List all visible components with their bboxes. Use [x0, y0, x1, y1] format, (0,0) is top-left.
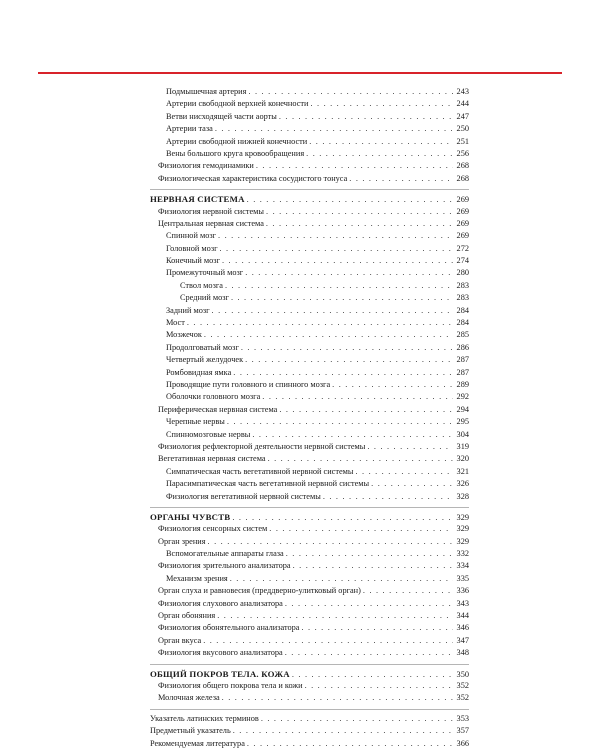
toc-page-number: 336 — [456, 586, 469, 596]
table-of-contents — [150, 86, 469, 750]
toc-entry[interactable] — [150, 647, 469, 659]
dot-leader — [285, 598, 453, 610]
toc-entry-title: Артерии свободной нижней конечности — [166, 136, 308, 146]
dot-leader — [247, 738, 453, 750]
dot-leader — [215, 123, 453, 135]
toc-entry[interactable] — [150, 111, 469, 123]
toc-entry-title: Физиология сенсорных систем — [158, 524, 268, 534]
toc-section-heading[interactable] — [150, 193, 469, 205]
toc-entry[interactable] — [150, 404, 469, 416]
toc-entry-title: Артерии таза — [166, 124, 213, 134]
toc-entry-title: Физиология вкусового анализатора — [158, 648, 283, 658]
toc-entry-title: ОРГАНЫ ЧУВСТВ — [150, 511, 231, 522]
dot-leader — [187, 317, 453, 329]
toc-entry[interactable] — [150, 367, 469, 379]
toc-page-number: 287 — [456, 367, 469, 377]
toc-entry-title: Вегетативная нервная система — [158, 454, 266, 464]
toc-page-number: 328 — [456, 491, 469, 501]
toc-page-number: 280 — [456, 268, 469, 278]
toc-page-number: 326 — [456, 479, 469, 489]
toc-entry[interactable] — [150, 317, 469, 329]
toc-entry[interactable] — [150, 713, 469, 725]
toc-page-number: 352 — [456, 680, 469, 690]
toc-entry[interactable] — [150, 548, 469, 560]
toc-entry[interactable] — [150, 292, 469, 304]
toc-entry[interactable] — [150, 585, 469, 597]
toc-entry-title: Указатель латинских терминов — [150, 713, 259, 723]
toc-entry[interactable] — [150, 243, 469, 255]
toc-page-number: 268 — [456, 173, 469, 183]
toc-entry[interactable] — [150, 635, 469, 647]
toc-page-number: 268 — [456, 161, 469, 171]
toc-entry[interactable] — [150, 725, 469, 737]
toc-entry-title: Вспомогательные аппараты глаза — [166, 549, 284, 559]
toc-entry-title: Продолговатый мозг — [166, 342, 239, 352]
toc-entry[interactable] — [150, 560, 469, 572]
dot-leader — [302, 622, 454, 634]
toc-entry[interactable] — [150, 680, 469, 692]
section-divider — [150, 507, 469, 508]
toc-page-number: 251 — [456, 136, 469, 146]
section-divider — [150, 709, 469, 710]
dot-leader — [279, 404, 453, 416]
toc-page-number: 343 — [456, 598, 469, 608]
toc-entry-title: Ствол мозга — [180, 280, 223, 290]
dot-leader — [305, 680, 453, 692]
dot-leader — [217, 610, 453, 622]
toc-entry[interactable] — [150, 391, 469, 403]
toc-entry[interactable] — [150, 491, 469, 503]
toc-page-number: 329 — [456, 524, 469, 534]
dot-leader — [279, 111, 453, 123]
toc-entry-title: Орган слуха и равновесия (преддверно-улитковый орган) — [158, 586, 361, 596]
toc-entry-title: Физиология обонятельного анализатора — [158, 623, 300, 633]
toc-entry-title: Оболочки головного мозга — [166, 392, 261, 402]
dot-leader — [218, 230, 453, 242]
toc-page-number: 286 — [456, 342, 469, 352]
dot-leader — [230, 573, 453, 585]
toc-entry[interactable] — [150, 329, 469, 341]
toc-entry[interactable] — [150, 523, 469, 535]
dot-leader — [355, 466, 453, 478]
toc-entry-title: Физиология слухового анализатора — [158, 598, 283, 608]
toc-entry[interactable] — [150, 441, 469, 453]
toc-section-heading[interactable] — [150, 511, 469, 523]
toc-entry[interactable] — [150, 379, 469, 391]
toc-entry[interactable] — [150, 622, 469, 634]
toc-page-number: 304 — [456, 429, 469, 439]
toc-entry-title: Центральная нервная система — [158, 218, 264, 228]
toc-entry[interactable] — [150, 123, 469, 135]
dot-leader — [309, 136, 453, 148]
toc-page-number: 256 — [456, 148, 469, 158]
toc-entry-title: Ветви нисходящей части аорты — [166, 111, 277, 121]
dot-leader — [233, 367, 453, 379]
toc-entry[interactable] — [150, 536, 469, 548]
toc-entry[interactable] — [150, 305, 469, 317]
dot-leader — [371, 478, 453, 490]
dot-leader — [269, 523, 453, 535]
toc-entry-title: Задний мозг — [166, 305, 210, 315]
toc-page-number: 332 — [456, 549, 469, 559]
toc-entry[interactable] — [150, 206, 469, 218]
dot-leader — [227, 416, 453, 428]
dot-leader — [268, 453, 453, 465]
toc-entry[interactable] — [150, 267, 469, 279]
dot-leader — [222, 255, 453, 267]
dot-leader — [293, 560, 453, 572]
toc-page-number: 352 — [456, 693, 469, 703]
dot-leader — [212, 305, 453, 317]
toc-entry-title: Вены большого круга кровообращения — [166, 148, 305, 158]
toc-entry-title: ОБЩИЙ ПОКРОВ ТЕЛА. КОЖА — [150, 668, 290, 679]
toc-page-number: 283 — [456, 293, 469, 303]
toc-page-number: 335 — [456, 573, 469, 583]
toc-page-number: 287 — [456, 355, 469, 365]
dot-leader — [349, 173, 453, 185]
toc-entry-title: НЕРВНАЯ СИСТЕМА — [150, 194, 245, 205]
toc-entry[interactable] — [150, 610, 469, 622]
dot-leader — [231, 292, 453, 304]
toc-page-number: 283 — [456, 280, 469, 290]
toc-page-number: 284 — [456, 305, 469, 315]
dot-leader — [367, 441, 453, 453]
toc-entry[interactable] — [150, 136, 469, 148]
dot-leader — [222, 692, 453, 704]
toc-entry-title: Орган обоняния — [158, 611, 216, 621]
toc-page-number: 269 — [456, 218, 469, 228]
dot-leader — [266, 206, 453, 218]
toc-page-number: 284 — [456, 318, 469, 328]
toc-entry-title: Физиология гемодинамики — [158, 161, 254, 171]
toc-entry-title: Периферическая нервная система — [158, 404, 278, 414]
toc-entry-title: Спинномозговые нервы — [166, 429, 251, 439]
toc-entry[interactable] — [150, 429, 469, 441]
toc-entry-title: Черепные нервы — [166, 417, 225, 427]
toc-entry-title: Физиология вегетативной нервной системы — [166, 491, 321, 501]
dot-leader — [256, 160, 453, 172]
toc-page-number: 329 — [456, 536, 469, 546]
toc-page-number: 320 — [456, 454, 469, 464]
toc-entry[interactable] — [150, 98, 469, 110]
toc-entry[interactable] — [150, 573, 469, 585]
toc-entry-title: Мост — [166, 318, 185, 328]
toc-entry-title: Рекомендуемая литература — [150, 738, 245, 748]
toc-page-number: 292 — [456, 392, 469, 402]
toc-entry-title: Средний мозг — [180, 293, 229, 303]
toc-entry-title: Симпатическая часть вегетативной нервной системы — [166, 466, 354, 476]
dot-leader — [266, 218, 453, 230]
dot-leader — [332, 379, 453, 391]
toc-entry-title: Промежуточный мозг — [166, 268, 244, 278]
toc-page-number: 269 — [456, 231, 469, 241]
toc-page-number: 344 — [456, 611, 469, 621]
toc-entry-title: Орган зрения — [158, 536, 206, 546]
section-divider — [150, 189, 469, 190]
dot-leader — [204, 329, 453, 341]
section-divider — [150, 664, 469, 665]
toc-page-number: 319 — [456, 441, 469, 451]
toc-page-number: 289 — [456, 379, 469, 389]
dot-leader — [233, 725, 453, 737]
toc-entry-title: Конечный мозг — [166, 256, 220, 266]
toc-entry[interactable] — [150, 218, 469, 230]
dot-leader — [310, 98, 453, 110]
toc-entry[interactable] — [150, 86, 469, 98]
toc-page-number: 247 — [456, 111, 469, 121]
toc-entry-title: Четвертый желудочек — [166, 355, 244, 365]
toc-entry[interactable] — [150, 466, 469, 478]
toc-entry[interactable] — [150, 280, 469, 292]
dot-leader — [323, 491, 453, 503]
toc-page-number: 350 — [456, 669, 469, 679]
toc-entry-title: Парасимпатическая часть вегетативной нервной системы — [166, 479, 370, 489]
toc-entry[interactable] — [150, 160, 469, 172]
toc-page-number: 329 — [456, 512, 469, 522]
toc-page-number: 274 — [456, 256, 469, 266]
toc-entry[interactable] — [150, 738, 469, 750]
toc-entry-title: Головной мозг — [166, 243, 218, 253]
toc-entry-title: Спинной мозг — [166, 231, 217, 241]
toc-entry[interactable] — [150, 342, 469, 354]
toc-entry-title: Механизм зрения — [166, 573, 228, 583]
toc-entry-title: Молочная железа — [158, 693, 220, 703]
toc-page-number: 269 — [456, 195, 469, 205]
dot-leader — [286, 548, 453, 560]
toc-entry-title: Физиология нервной системы — [158, 206, 265, 216]
toc-page-number: 285 — [456, 330, 469, 340]
toc-entry-title: Физиология рефлекторной деятельности нервной системы — [158, 441, 366, 451]
toc-entry-title: Предметный указатель — [150, 726, 231, 736]
dot-leader — [248, 86, 453, 98]
toc-entry-title: Мозжечок — [166, 330, 202, 340]
toc-page-number: 244 — [456, 99, 469, 109]
toc-entry[interactable] — [150, 416, 469, 428]
dot-leader — [262, 391, 453, 403]
toc-page-number: 250 — [456, 124, 469, 134]
toc-entry[interactable] — [150, 148, 469, 160]
toc-entry-title: Проводящие пути головного и спинного мозга — [166, 379, 331, 389]
toc-entry[interactable] — [150, 255, 469, 267]
dot-leader — [285, 647, 453, 659]
toc-section-heading[interactable] — [150, 668, 469, 680]
toc-entry[interactable] — [150, 230, 469, 242]
dot-leader — [203, 635, 453, 647]
toc-page-number: 334 — [456, 561, 469, 571]
toc-entry-title: Ромбовидная ямка — [166, 367, 232, 377]
dot-leader — [225, 280, 453, 292]
toc-entry[interactable] — [150, 692, 469, 704]
toc-page-number: 346 — [456, 623, 469, 633]
toc-page-number: 294 — [456, 404, 469, 414]
dot-leader — [306, 148, 453, 160]
toc-entry-title: Физиология общего покрова тела и кожи — [158, 680, 303, 690]
toc-entry-title: Физиологическая характеристика сосудистого тонуса — [158, 173, 348, 183]
toc-entry-title: Подмышечная артерия — [166, 87, 247, 96]
toc-entry[interactable] — [150, 598, 469, 610]
dot-leader — [363, 585, 453, 597]
toc-page-number: 348 — [456, 648, 469, 658]
toc-page-number: 272 — [456, 243, 469, 253]
toc-page-number: 347 — [456, 635, 469, 645]
dot-leader — [245, 354, 453, 366]
toc-entry[interactable] — [150, 173, 469, 185]
toc-page-number: 366 — [456, 738, 469, 748]
dot-leader — [245, 267, 453, 279]
dot-leader — [261, 713, 453, 725]
top-accent-rule — [38, 72, 562, 74]
toc-page-number: 353 — [456, 713, 469, 723]
toc-entry-title: Артерии свободной верхней конечности — [166, 99, 309, 109]
dot-leader — [220, 243, 454, 255]
toc-entry[interactable] — [150, 478, 469, 490]
dot-leader — [252, 429, 453, 441]
dot-leader — [241, 342, 453, 354]
toc-page-number: 269 — [456, 206, 469, 216]
toc-page-number: 243 — [456, 87, 469, 96]
toc-page-number: 321 — [456, 466, 469, 476]
toc-entry-title: Физиология зрительного анализатора — [158, 561, 291, 571]
toc-entry[interactable] — [150, 453, 469, 465]
dot-leader — [208, 536, 453, 548]
toc-page-number: 295 — [456, 417, 469, 427]
toc-entry[interactable] — [150, 354, 469, 366]
toc-entry-title: Орган вкуса — [158, 635, 202, 645]
toc-page-number: 357 — [456, 726, 469, 736]
